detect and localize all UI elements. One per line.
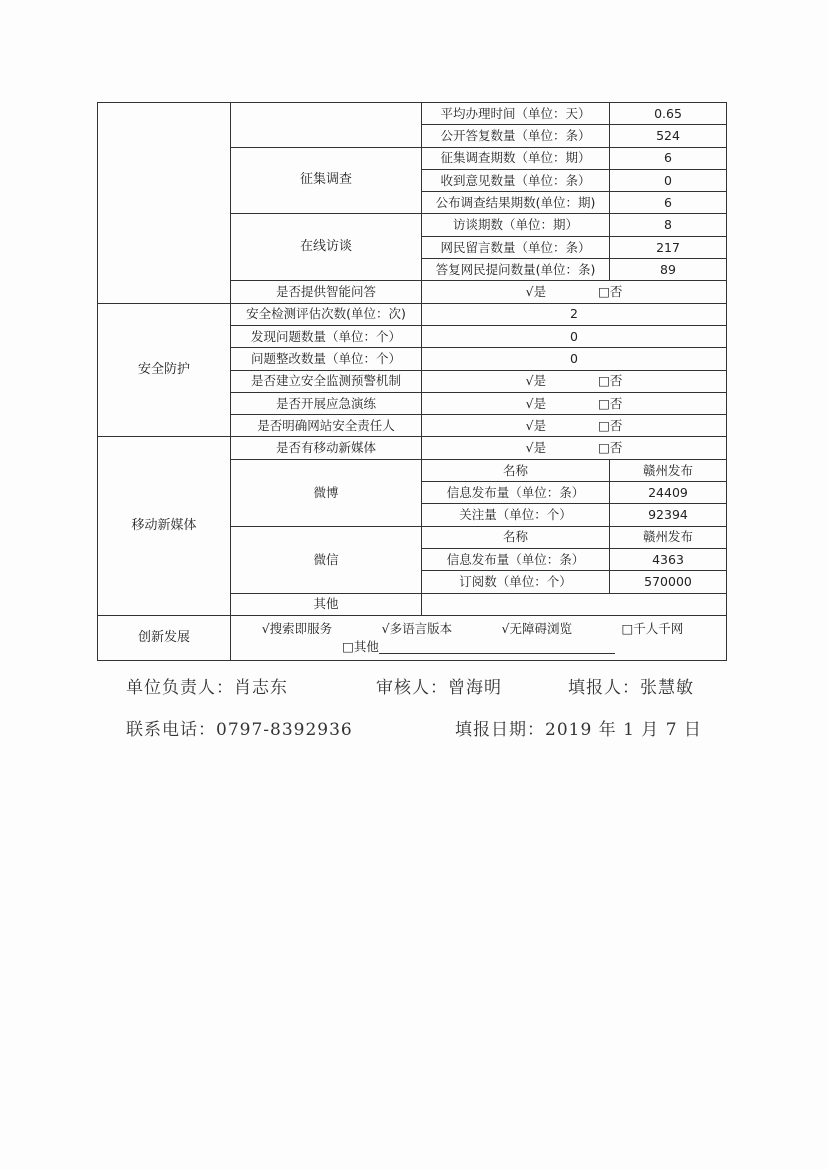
check-options (422, 415, 727, 437)
unchecked-no-option: □否 (598, 440, 623, 456)
row-label: 征集调查期数（单位：期） (422, 147, 610, 169)
weibo-title: 微博 (231, 459, 422, 526)
row-label: 公开答复数量（单位：条） (422, 125, 610, 147)
solicitation-title: 征集调查 (231, 147, 422, 214)
row-value: 92394 (610, 504, 727, 526)
smart-qa-label: 是否提供智能问答 (231, 281, 422, 303)
checked-yes-option: √是 (525, 417, 547, 433)
unit-head: 单位负责人：肖志东 (126, 678, 288, 698)
row-value: 24409 (610, 482, 727, 504)
check-options (422, 437, 727, 459)
row-label: 是否开展应急演练 (231, 392, 422, 414)
row-label: 关注量（单位：个） (422, 504, 610, 526)
row-value: 6 (610, 147, 727, 169)
row-value: 217 (610, 236, 727, 258)
row-label: 访谈期数（单位：期） (422, 214, 610, 236)
innovation-title: 创新发展 (98, 615, 231, 660)
report-table (97, 102, 727, 661)
row-label: 是否明确网站安全责任人 (231, 415, 422, 437)
innovation-option-multilingual: √多语言版本 (381, 621, 453, 637)
table-row (98, 615, 727, 660)
row-value: 0 (422, 325, 727, 347)
row-label: 安全检测评估次数(单位：次) (231, 303, 422, 325)
row-label: 平均办理时间（单位：天） (422, 103, 610, 125)
row-label: 名称 (422, 526, 610, 548)
table-row (98, 437, 727, 459)
row-value: 524 (610, 125, 727, 147)
other-blank-line (379, 641, 615, 654)
row-value: 0 (610, 169, 727, 191)
check-options (422, 392, 727, 414)
row-label: 信息发布量（单位：条） (422, 548, 610, 570)
other-media-value (422, 593, 727, 615)
row-value: 2 (422, 303, 727, 325)
other-media-label: 其他 (231, 593, 422, 615)
wechat-title: 微信 (231, 526, 422, 593)
contact-phone: 联系电话：0797-8392936 (126, 720, 353, 740)
subcategory-cell-continued (231, 103, 422, 148)
checked-yes-option: √是 (525, 395, 547, 411)
checked-yes-option: √是 (525, 373, 547, 389)
row-value: 4363 (610, 548, 727, 570)
row-value: 89 (610, 259, 727, 281)
row-label: 名称 (422, 459, 610, 481)
row-label: 是否建立安全监测预警机制 (231, 370, 422, 392)
row-label: 发现问题数量（单位：个） (231, 325, 422, 347)
checked-yes-option: √是 (525, 440, 547, 456)
row-value: 8 (610, 214, 727, 236)
unchecked-no-option: □否 (598, 417, 623, 433)
reviewer: 审核人：曾海明 (376, 678, 502, 698)
row-value: 赣州发布 (610, 459, 727, 481)
filler: 填报人：张慧敏 (568, 678, 694, 698)
unchecked-no-option: □否 (598, 395, 623, 411)
row-value: 570000 (610, 571, 727, 593)
innovation-option-personalized: □千人千网 (621, 621, 684, 637)
row-label: 网民留言数量（单位：条） (422, 236, 610, 258)
row-label: 答复网民提问数量(单位：条) (422, 259, 610, 281)
row-value: 6 (610, 192, 727, 214)
new-media-title: 移动新媒体 (98, 437, 231, 615)
row-value: 赣州发布 (610, 526, 727, 548)
innovation-option-accessibility: √无障碍浏览 (501, 621, 572, 637)
row-label: 信息发布量（单位：条） (422, 482, 610, 504)
row-label: 订阅数（单位：个） (422, 571, 610, 593)
table-row (98, 303, 727, 325)
table-row (98, 103, 727, 125)
row-label: 问题整改数量（单位：个） (231, 348, 422, 370)
category-cell-continued (98, 103, 231, 304)
unchecked-no-option: □否 (598, 373, 623, 389)
unchecked-no-option: □否 (598, 284, 623, 300)
security-title: 安全防护 (98, 303, 231, 437)
fill-date: 填报日期：2019 年 1 月 7 日 (455, 720, 702, 740)
check-options (422, 370, 727, 392)
row-label: 收到意见数量（单位：条） (422, 169, 610, 191)
smart-qa-options (422, 281, 727, 303)
checked-yes-option: √是 (525, 284, 547, 300)
row-label: 公布调查结果期数(单位：期) (422, 192, 610, 214)
innovation-options (231, 615, 727, 660)
row-value: 0 (422, 348, 727, 370)
row-label: 是否有移动新媒体 (231, 437, 422, 459)
innovation-option-search: √搜索即服务 (261, 621, 333, 637)
innovation-option-other: □其他 (342, 638, 379, 654)
interview-title: 在线访谈 (231, 214, 422, 281)
row-value: 0.65 (610, 103, 727, 125)
